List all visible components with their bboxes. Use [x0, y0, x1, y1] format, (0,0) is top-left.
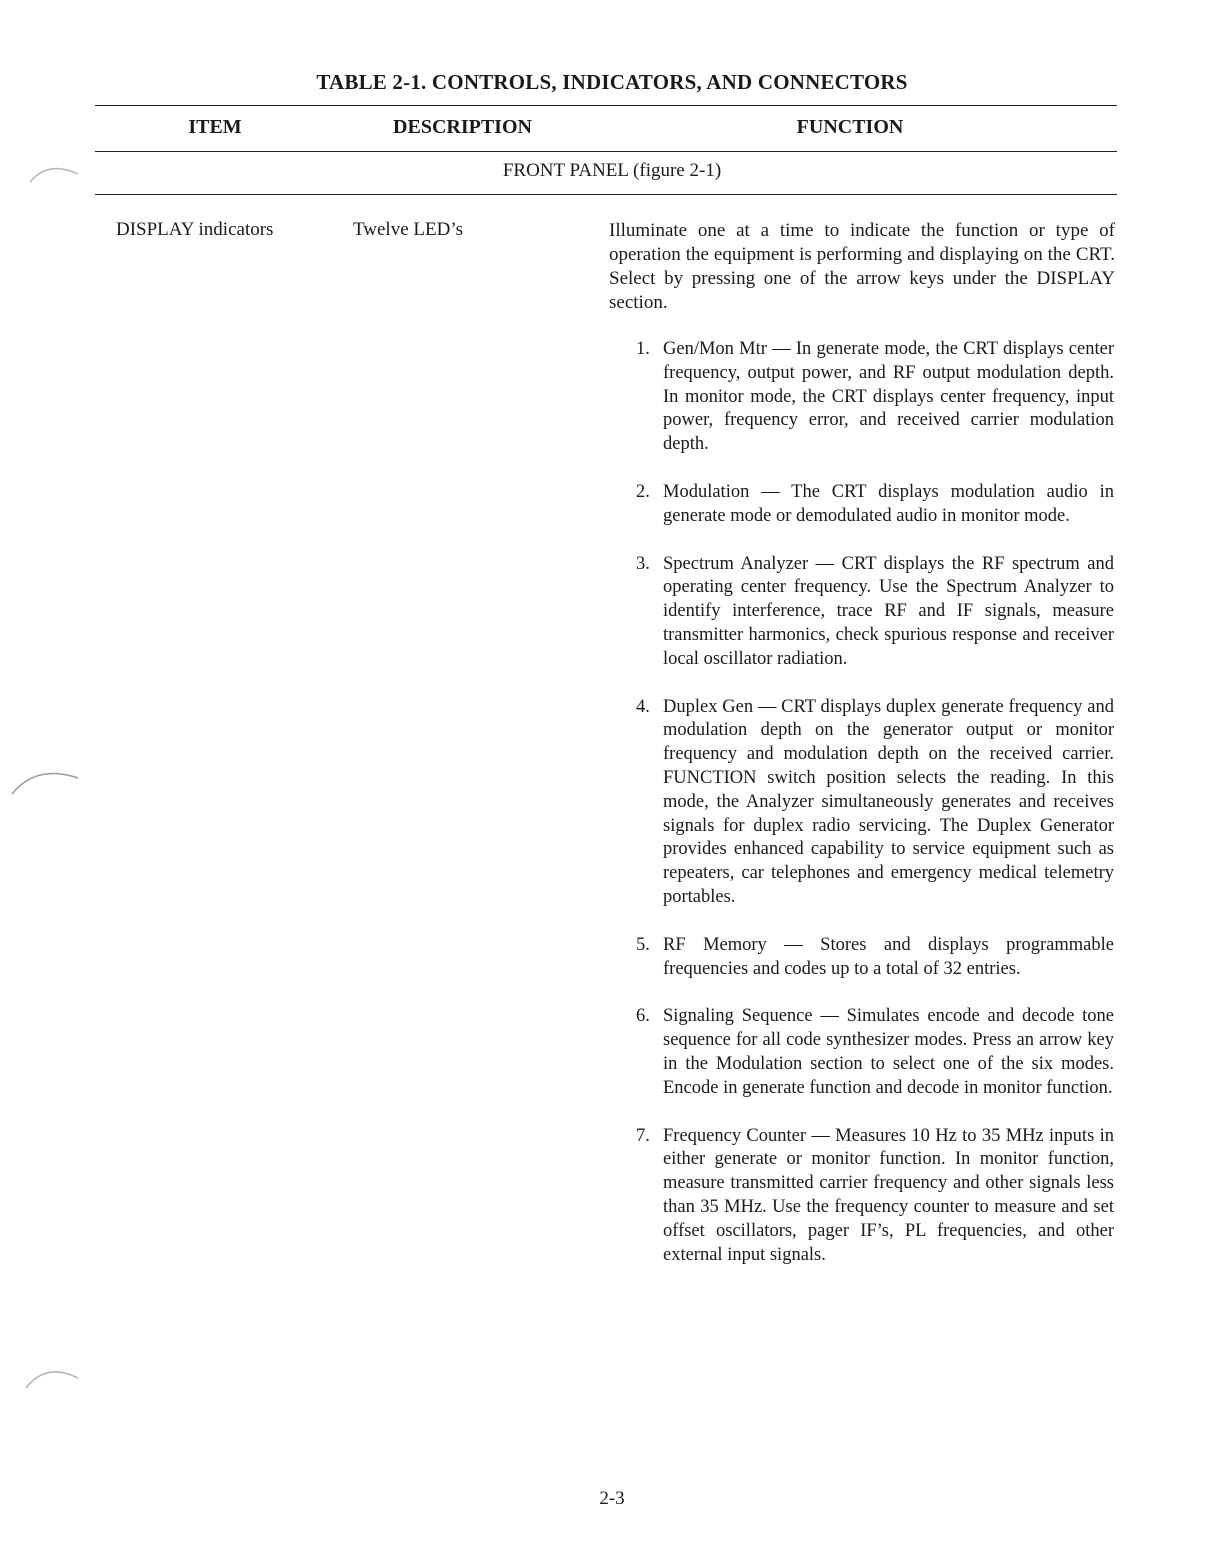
section-heading: FRONT PANEL (figure 2-1) [502, 160, 722, 181]
description-cell: Twelve LED’s [353, 219, 464, 240]
function-list-item [636, 1125, 1114, 1268]
function-list-item [636, 553, 1114, 672]
list-text: Frequency Counter — Measures 10 Hz to 35 MHz inputs in either generate or monitor function. In monitor function, measure transmitted carrier frequency and other signals less than 35 MHz. Use the frequency counter to measure and set offset oscillators, pager IF’s, PL frequencies, and other external input signals. [663, 1125, 1114, 1265]
function-intro: Illuminate one at a time to indicate the function or type of operation the equipment is performing and displaying on the CRT. Select by pressing one of the arrow keys under the DISPLAY section. [609, 220, 1115, 313]
list-text: Duplex Gen — CRT displays duplex generate frequency and modulation depth on the generator output or monitor frequency and modulation depth on the received carrier. FUNCTION switch position selects the reading. In this mode, the Analyzer simultaneously generates and receives signals for duplex radio servicing. The Duplex Generator provides enhanced capability to service equipment such as repeaters, car telephones and emergency medical telemetry portables. [663, 696, 1114, 907]
list-number: 4. [636, 696, 650, 717]
item-cell: DISPLAY indicators [116, 219, 274, 240]
list-text: Modulation — The CRT displays modulation audio in generate mode or demodulated audio in monitor mode. [663, 481, 1114, 526]
list-number: 1. [636, 339, 650, 359]
function-list [636, 338, 1114, 1291]
table-title: TABLE 2-1. CONTROLS, INDICATORS, AND CONNECTORS [316, 70, 908, 94]
page-number: 2-3 [599, 1488, 625, 1509]
header-bottom-rule [95, 151, 1117, 152]
column-header-description: DESCRIPTION [393, 116, 532, 138]
function-list-item [636, 934, 1114, 982]
list-number: 3. [636, 553, 650, 574]
function-list-item [636, 338, 1114, 457]
list-text: RF Memory — Stores and displays programmable frequencies and codes up to a total of 32 entries. [663, 934, 1114, 979]
list-text: Gen/Mon Mtr — In generate mode, the CRT displays center frequency, output power, and RF output modulation depth. In monitor mode, the CRT displays center frequency, input power, frequency error, and received carrier modulation depth. [663, 339, 1114, 455]
list-number: 6. [636, 1006, 650, 1027]
list-number: 5. [636, 934, 650, 955]
column-header-item: ITEM [188, 116, 242, 138]
function-list-item [636, 696, 1114, 910]
list-number: 2. [636, 481, 650, 502]
column-header-function: FUNCTION [796, 116, 904, 138]
binder-hole-mark [22, 1360, 82, 1394]
list-text: Spectrum Analyzer — CRT displays the RF spectrum and operating center frequency. Use the Spectrum Analyzer to identify interference, trace RF and IF signals, measure transmitter harmonics, check spurious response and receiver local oscillator radiation. [663, 553, 1114, 669]
table-top-rule [95, 105, 1117, 106]
binder-hole-mark [8, 760, 82, 800]
function-list-item [636, 481, 1114, 529]
function-list-item [636, 1005, 1114, 1100]
list-text: Signaling Sequence — Simulates encode and decode tone sequence for all code synthesizer modes. Press an arrow key in the Modulation section to select one of the six modes. Encode in generate function and decode in monitor function. [663, 1006, 1114, 1098]
list-number: 7. [636, 1125, 650, 1146]
section-bottom-rule [95, 194, 1117, 195]
